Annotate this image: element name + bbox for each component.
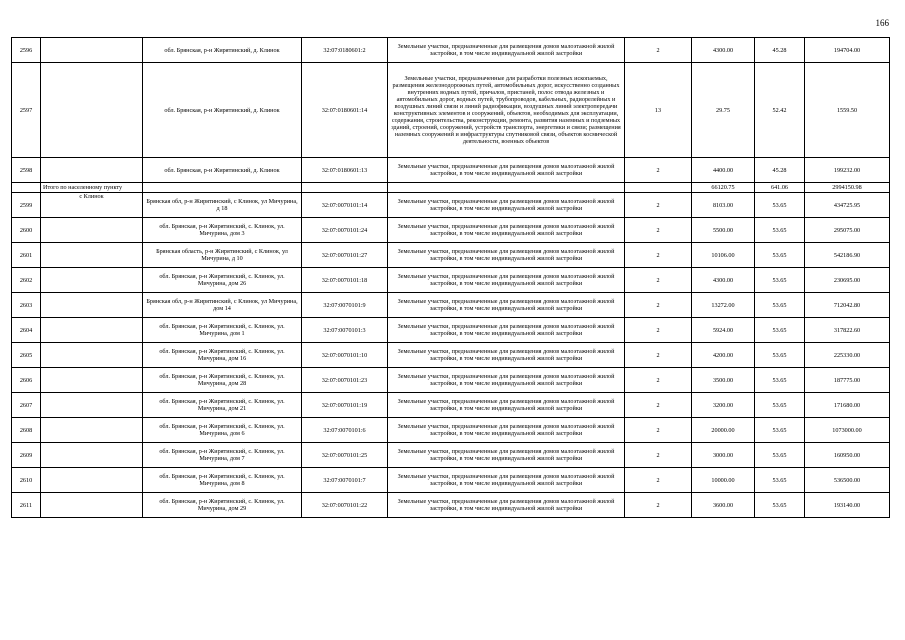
specific-value-cell: 53.65 (755, 418, 805, 443)
area-cell: 29.75 (692, 63, 755, 158)
row-number-cell: 2602 (12, 268, 41, 293)
locality-cell (41, 443, 143, 468)
use-group-cell: 2 (625, 293, 692, 318)
address-cell: обл. Брянская, р-н Жирятинский, с. Клинок, ул. Мичурина, дом 3 (143, 218, 302, 243)
cadastral-number-cell: 32:07:0070101:23 (302, 368, 388, 393)
row-number-cell: 2599 (12, 193, 41, 218)
cadastral-value-cell: 193140.00 (805, 493, 890, 518)
area-cell: 10000.00 (692, 468, 755, 493)
address-cell: обл. Брянская, р-н Жирятинский, с. Клинок, ул. Мичурина, дом 29 (143, 493, 302, 518)
cadastral-number-cell: 32:07:0070101:22 (302, 493, 388, 518)
land-use-cell: Земельные участки, предназначенные для размещения домов малоэтажной жилой застройки, в том числе индивидуальной жилой застройки (388, 193, 625, 218)
table-row (12, 38, 890, 63)
locality-cell (41, 318, 143, 343)
locality-cell (41, 268, 143, 293)
address-cell: обл. Брянская, р-н Жирятинский, с. Клинок, ул. Мичурина, дом 21 (143, 393, 302, 418)
specific-value-cell: 53.65 (755, 293, 805, 318)
locality-cell (41, 38, 143, 63)
table-row (12, 418, 890, 443)
use-group-cell: 2 (625, 443, 692, 468)
cadastral-number-cell: 32:07:0070101:9 (302, 293, 388, 318)
cadastral-number-cell: 32:07:0070101:27 (302, 243, 388, 268)
empty-cell (625, 183, 692, 193)
row-number-cell: 2604 (12, 318, 41, 343)
area-cell: 10106.00 (692, 243, 755, 268)
table-row (12, 158, 890, 183)
cadastral-number-cell: 32:07:0070101:6 (302, 418, 388, 443)
row-number-cell: 2596 (12, 38, 41, 63)
area-cell: 4300.00 (692, 268, 755, 293)
cadastral-number-cell: 32:07:0070101:14 (302, 193, 388, 218)
address-cell: Брянская обл, р-н Жирятинский, с Клинок, ул Мичурина, д 18 (143, 193, 302, 218)
table-body (12, 38, 890, 518)
subtotal-value-cell: 2994150.98 (805, 183, 890, 193)
address-cell: обл. Брянская, р-н Жирятинский, с. Клинок, ул. Мичурина, дом 28 (143, 368, 302, 393)
use-group-cell: 2 (625, 158, 692, 183)
use-group-cell: 2 (625, 268, 692, 293)
land-use-cell: Земельные участки, предназначенные для размещения домов малоэтажной жилой застройки, в том числе индивидуальной жилой застройки (388, 158, 625, 183)
use-group-cell: 2 (625, 418, 692, 443)
row-number-cell: 2601 (12, 243, 41, 268)
use-group-cell: 2 (625, 243, 692, 268)
row-number-cell: 2603 (12, 293, 41, 318)
page-number: 166 (875, 18, 889, 28)
cadastral-value-cell: 434725.95 (805, 193, 890, 218)
cadastral-number-cell: 32:07:0070101:25 (302, 443, 388, 468)
subtotal-rate-cell: 641.06 (755, 183, 805, 193)
cadastral-value-cell: 1073000.00 (805, 418, 890, 443)
address-cell: обл. Брянская, р-н Жирятинский, с. Клинок, ул. Мичурина, дом 26 (143, 268, 302, 293)
table-row (12, 393, 890, 418)
specific-value-cell: 53.65 (755, 218, 805, 243)
table-row (12, 218, 890, 243)
use-group-cell: 2 (625, 393, 692, 418)
locality-cell (41, 343, 143, 368)
locality-cell (41, 368, 143, 393)
empty-cell (388, 183, 625, 193)
area-cell: 4400.00 (692, 158, 755, 183)
empty-cell (12, 183, 41, 193)
land-use-cell: Земельные участки, предназначенные для размещения домов малоэтажной жилой застройки, в том числе индивидуальной жилой застройки (388, 318, 625, 343)
use-group-cell: 2 (625, 218, 692, 243)
use-group-cell: 2 (625, 468, 692, 493)
locality-cell: с Клинок (41, 193, 143, 218)
locality-cell (41, 493, 143, 518)
table-row (12, 493, 890, 518)
address-cell: обл. Брянская, р-н Жирятинский, с. Клинок, ул. Мичурина, дом 16 (143, 343, 302, 368)
table-row (12, 368, 890, 393)
area-cell: 5924.00 (692, 318, 755, 343)
area-cell: 4300.00 (692, 38, 755, 63)
table-row (12, 193, 890, 218)
land-use-cell: Земельные участки, предназначенные для разработки полезных ископаемых, размещения железнодорожных путей, автомобильных дорог, искусственно созданных внутренних водных путей, причалов, пристаней, полос отвода железных и автомобильных дорог, водных путей, трубопроводов, кабельных, радиорелейных и воздушных линий связи и линий радиофикации, воздушных линий электропередачи конструктивных элементов и сооружений, объектов, необходимых для эксплуатации, содержания, строительства, реконструкции, ремонта, развития наземных и подземных зданий, строений, сооружений, устройств транспорта, энергетики и связи; размещения наземных сооружений и инфраструктуры спутниковой связи, объектов космической деятельности, военных объектов (388, 63, 625, 158)
empty-cell (302, 183, 388, 193)
subtotal-label: Итого по населенному пункту (41, 183, 143, 193)
specific-value-cell: 45.28 (755, 38, 805, 63)
area-cell: 3600.00 (692, 493, 755, 518)
area-cell: 3000.00 (692, 443, 755, 468)
cadastral-number-cell: 32:07:0180601:2 (302, 38, 388, 63)
area-cell: 13272.00 (692, 293, 755, 318)
row-number-cell: 2607 (12, 393, 41, 418)
row-number-cell: 2606 (12, 368, 41, 393)
cadastral-value-cell: 295075.00 (805, 218, 890, 243)
specific-value-cell: 53.65 (755, 193, 805, 218)
use-group-cell: 2 (625, 343, 692, 368)
cadastral-value-table (11, 37, 890, 518)
cadastral-number-cell: 32:07:0070101:10 (302, 343, 388, 368)
address-cell: Брянская область, р-н Жирятинский, с Клинок, ул Мичурина, д 10 (143, 243, 302, 268)
cadastral-value-cell: 160950.00 (805, 443, 890, 468)
address-cell: обл. Брянская, р-н Жирятинский, д. Клинок (143, 63, 302, 158)
table-row (12, 468, 890, 493)
specific-value-cell: 53.65 (755, 243, 805, 268)
address-cell: обл. Брянская, р-н Жирятинский, с. Клинок, ул. Мичурина, дом 1 (143, 318, 302, 343)
use-group-cell: 2 (625, 318, 692, 343)
land-use-cell: Земельные участки, предназначенные для размещения домов малоэтажной жилой застройки, в том числе индивидуальной жилой застройки (388, 343, 625, 368)
locality-cell (41, 468, 143, 493)
specific-value-cell: 53.65 (755, 493, 805, 518)
address-cell: обл. Брянская, р-н Жирятинский, с. Клинок, ул. Мичурина, дом 7 (143, 443, 302, 468)
table-row (12, 293, 890, 318)
table-row (12, 318, 890, 343)
cadastral-number-cell: 32:07:0070101:18 (302, 268, 388, 293)
specific-value-cell: 45.28 (755, 158, 805, 183)
cadastral-number-cell: 32:07:0070101:24 (302, 218, 388, 243)
use-group-cell: 2 (625, 368, 692, 393)
land-use-cell: Земельные участки, предназначенные для размещения домов малоэтажной жилой застройки, в том числе индивидуальной жилой застройки (388, 368, 625, 393)
cadastral-value-cell: 542186.90 (805, 243, 890, 268)
specific-value-cell: 53.65 (755, 343, 805, 368)
subtotal-area-cell: 66120.75 (692, 183, 755, 193)
subtotal-row (12, 183, 890, 193)
row-number-cell: 2598 (12, 158, 41, 183)
address-cell: обл. Брянская, р-н Жирятинский, д. Клинок (143, 38, 302, 63)
cadastral-value-cell: 225330.00 (805, 343, 890, 368)
area-cell: 5500.00 (692, 218, 755, 243)
specific-value-cell: 53.65 (755, 268, 805, 293)
area-cell: 3200.00 (692, 393, 755, 418)
row-number-cell: 2609 (12, 443, 41, 468)
land-use-cell: Земельные участки, предназначенные для размещения домов малоэтажной жилой застройки, в том числе индивидуальной жилой застройки (388, 418, 625, 443)
use-group-cell: 2 (625, 493, 692, 518)
locality-cell (41, 218, 143, 243)
locality-cell (41, 243, 143, 268)
specific-value-cell: 52.42 (755, 63, 805, 158)
land-use-cell: Земельные участки, предназначенные для размещения домов малоэтажной жилой застройки, в том числе индивидуальной жилой застройки (388, 443, 625, 468)
empty-cell (143, 183, 302, 193)
land-use-cell: Земельные участки, предназначенные для размещения домов малоэтажной жилой застройки, в том числе индивидуальной жилой застройки (388, 243, 625, 268)
area-cell: 4200.00 (692, 343, 755, 368)
table-row (12, 268, 890, 293)
locality-cell (41, 393, 143, 418)
specific-value-cell: 53.65 (755, 393, 805, 418)
land-use-cell: Земельные участки, предназначенные для размещения домов малоэтажной жилой застройки, в том числе индивидуальной жилой застройки (388, 38, 625, 63)
address-cell: обл. Брянская, р-н Жирятинский, с. Клинок, ул. Мичурина, дом 8 (143, 468, 302, 493)
cadastral-value-cell: 171680.00 (805, 393, 890, 418)
cadastral-value-cell: 187775.00 (805, 368, 890, 393)
table-row (12, 443, 890, 468)
land-use-cell: Земельные участки, предназначенные для размещения домов малоэтажной жилой застройки, в том числе индивидуальной жилой застройки (388, 293, 625, 318)
cadastral-value-cell: 194704.00 (805, 38, 890, 63)
table-row (12, 343, 890, 368)
cadastral-number-cell: 32:07:0070101:19 (302, 393, 388, 418)
specific-value-cell: 53.65 (755, 368, 805, 393)
cadastral-number-cell: 32:07:0180601:14 (302, 63, 388, 158)
land-use-cell: Земельные участки, предназначенные для размещения домов малоэтажной жилой застройки, в том числе индивидуальной жилой застройки (388, 218, 625, 243)
use-group-cell: 13 (625, 63, 692, 158)
cadastral-number-cell: 32:07:0180601:13 (302, 158, 388, 183)
locality-cell (41, 418, 143, 443)
cadastral-value-cell: 199232.00 (805, 158, 890, 183)
row-number-cell: 2600 (12, 218, 41, 243)
cadastral-value-cell: 536500.00 (805, 468, 890, 493)
address-cell: обл. Брянская, р-н Жирятинский, с. Клинок, ул. Мичурина, дом 6 (143, 418, 302, 443)
cadastral-value-cell: 712042.80 (805, 293, 890, 318)
locality-cell (41, 63, 143, 158)
cadastral-number-cell: 32:07:0070101:3 (302, 318, 388, 343)
locality-cell (41, 293, 143, 318)
table-row (12, 243, 890, 268)
specific-value-cell: 53.65 (755, 468, 805, 493)
address-cell: Брянская обл, р-н Жирятинский, с Клинок, ул Мичурина, дом 14 (143, 293, 302, 318)
area-cell: 8103.00 (692, 193, 755, 218)
table-row (12, 63, 890, 158)
land-use-cell: Земельные участки, предназначенные для размещения домов малоэтажной жилой застройки, в том числе индивидуальной жилой застройки (388, 468, 625, 493)
area-cell: 20000.00 (692, 418, 755, 443)
cadastral-value-cell: 1559.50 (805, 63, 890, 158)
land-use-cell: Земельные участки, предназначенные для размещения домов малоэтажной жилой застройки, в том числе индивидуальной жилой застройки (388, 393, 625, 418)
locality-cell (41, 158, 143, 183)
cadastral-value-cell: 317822.60 (805, 318, 890, 343)
row-number-cell: 2611 (12, 493, 41, 518)
area-cell: 3500.00 (692, 368, 755, 393)
specific-value-cell: 53.65 (755, 318, 805, 343)
land-use-cell: Земельные участки, предназначенные для размещения домов малоэтажной жилой застройки, в том числе индивидуальной жилой застройки (388, 493, 625, 518)
row-number-cell: 2610 (12, 468, 41, 493)
cadastral-value-cell: 230695.00 (805, 268, 890, 293)
cadastral-number-cell: 32:07:0070101:7 (302, 468, 388, 493)
specific-value-cell: 53.65 (755, 443, 805, 468)
use-group-cell: 2 (625, 38, 692, 63)
use-group-cell: 2 (625, 193, 692, 218)
row-number-cell: 2608 (12, 418, 41, 443)
row-number-cell: 2597 (12, 63, 41, 158)
row-number-cell: 2605 (12, 343, 41, 368)
address-cell: обл. Брянская, р-н Жирятинский, д. Клинок (143, 158, 302, 183)
land-use-cell: Земельные участки, предназначенные для размещения домов малоэтажной жилой застройки, в том числе индивидуальной жилой застройки (388, 268, 625, 293)
